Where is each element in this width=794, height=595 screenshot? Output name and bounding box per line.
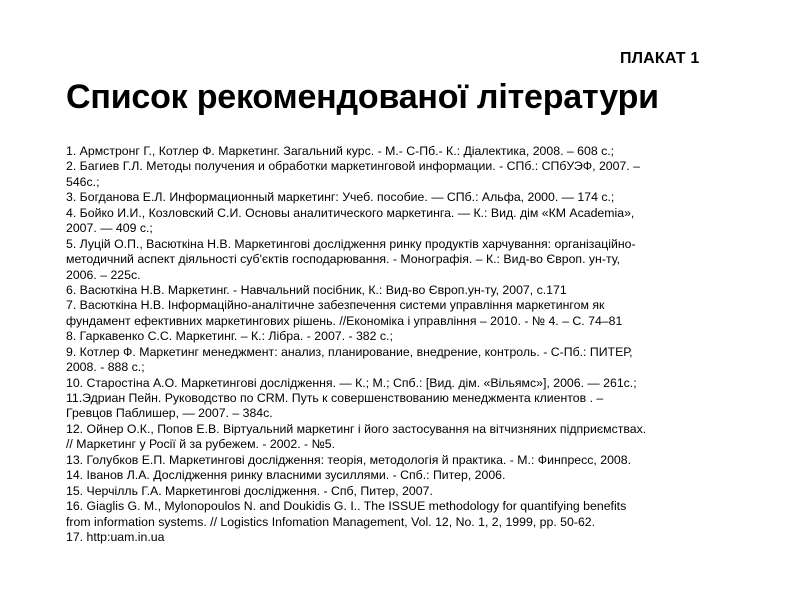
reference-item-13 [66, 453, 746, 468]
reference-item-11 [66, 391, 746, 422]
reference-item-3 [66, 190, 746, 205]
reference-item-8 [66, 329, 746, 344]
reference-line: 2. Багиев Г.Л. Методы получения и обработки маркетинговой информации. - СПб.: СПбУЭФ, 2007. – [66, 159, 640, 174]
reference-line: 8. Гаркавенко С.С. Маркетинг. – К.: Лібра. - 2007. - 382 с.; [66, 329, 393, 344]
reference-list [66, 144, 746, 545]
reference-line: 7. Васюткіна Н.В. Інформаційно-аналітичне забезпечення системи управління маркетингом як [66, 298, 605, 313]
reference-line: from information systems. // Logistics Infomation Management, Vol. 12, No. 1, 2, 1999, pp. 50-62. [66, 514, 596, 529]
reference-item-1 [66, 144, 746, 159]
reference-item-15 [66, 484, 746, 499]
reference-item-4 [66, 206, 746, 237]
reference-line: 16. Giaglis G. M., Mylonopoulos N. and Doukidis G. I.. The ISSUE methodology for quantifying benefits [66, 499, 627, 514]
reference-line: 15. Черчілль Г.А. Маркетингові дослідження. - Спб, Питер, 2007. [66, 483, 433, 498]
reference-item-14 [66, 468, 746, 483]
reference-item-2 [66, 159, 746, 190]
reference-item-5 [66, 237, 746, 283]
reference-line: 9. Котлер Ф. Маркетинг менеджмент: анализ, планирование, внедрение, контроль. - С-Пб.: ПИТЕР, [66, 344, 633, 359]
reference-line: 2007. — 409 с.; [66, 221, 153, 236]
reference-line: 2008. - 888 с.; [66, 360, 145, 375]
reference-item-9 [66, 345, 746, 376]
reference-line: 13. Голубков Е.П. Маркетингові дослідження: теорія, методологія й практика. - М.: Финпресс, 2008. [66, 452, 632, 467]
reference-item-12 [66, 422, 746, 453]
poster-label: ПЛАКАТ 1 [620, 50, 700, 67]
reference-link-line: 17. http:uam.in.ua [66, 529, 165, 544]
reference-line: // Маркетинг у Росії й за рубежем. - 2002. - №5. [66, 437, 336, 452]
reference-item-10 [66, 376, 746, 391]
reference-line: 14. Іванов Л.А. Дослідження ринку власними зусиллями. - Спб.: Питер, 2006. [66, 468, 506, 483]
reference-line: Гревцов Паблишер, — 2007. – 384с. [66, 406, 273, 421]
reference-line: 12. Ойнер О.К., Попов Е.В. Віртуальний маркетинг і його застосування на вітчизняних підприємствах. [66, 421, 647, 436]
reference-line: 10. Старостіна А.О. Маркетингові дослідження. — К.; М.; Спб.: [Вид. дім. «Вільямс»], 2006. — 261с.; [66, 375, 637, 390]
reference-line: 3. Богданова Е.Л. Информационный маркетинг: Учеб. пособие. — СПб.: Альфа, 2000. — 174 с.; [66, 190, 615, 205]
reference-line: 546с.; [66, 174, 100, 189]
reference-item-6 [66, 283, 746, 298]
reference-line: 11.Эдриан Пейн. Руководство по CRM. Путь к совершенствованию менеджмента клиентов . – [66, 391, 604, 405]
reference-line: 1. Армстронг Г., Котлер Ф. Маркетинг. Загальний курс. - М.- С-Пб.- К.: Діалектика, 2008. – 608 с.; [66, 144, 615, 158]
reference-line: 4. Бойко И.И., Козловский С.И. Основы аналитического маркетинга. — К.: Вид. дім «КМ Academia», [66, 205, 635, 220]
reference-line: 6. Васюткіна Н.В. Маркетинг. - Навчальний посібник, К.: Вид-во Європ.ун-ту, 2007, с.171 [66, 282, 567, 297]
reference-item-17 [66, 530, 746, 545]
reference-line: методичний аспект діяльності суб'єктів господарювання. - Монографія. – К.: Вид-во Європ. ун-ту, [66, 252, 621, 267]
slide-title: Список рекомендованої літератури [66, 78, 659, 116]
reference-line: 2006. – 225с. [66, 267, 141, 282]
reference-line: 5. Луцій О.П., Васюткіна Н.В. Маркетингові дослідження ринку продуктів харчування: організаційно- [66, 236, 636, 251]
reference-line: фундамент ефективних маркетингових рішень. //Економіка і управління – 2010. - № 4. – С. 74–81 [66, 313, 623, 328]
reference-item-7 [66, 298, 746, 329]
reference-item-16 [66, 499, 746, 530]
